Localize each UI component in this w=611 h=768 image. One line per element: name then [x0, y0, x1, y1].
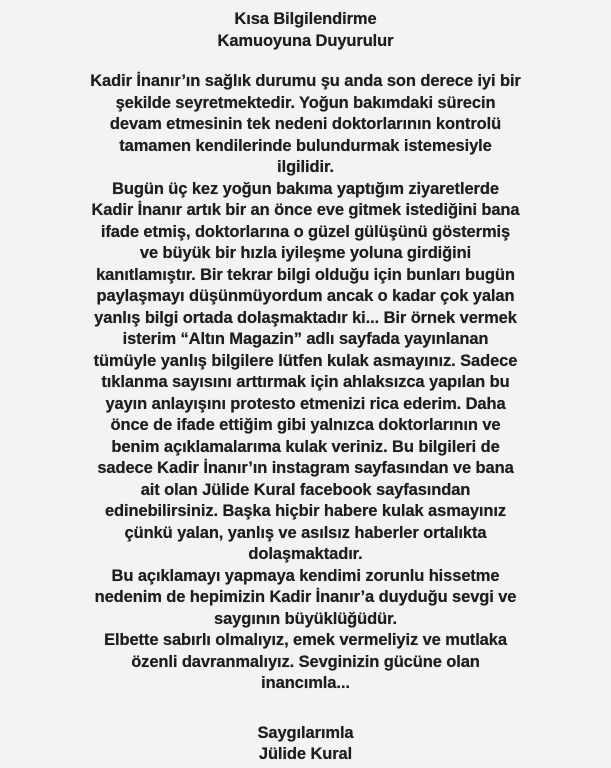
text-line: dolaşmaktadır.	[248, 545, 363, 563]
announcement-signature	[0, 723, 611, 766]
text-line: tıklanma sayısını arttırmak için ahlaksızca yapılan bu	[101, 373, 510, 391]
text-line: nedenim de hepimizin Kadir İnanır’a duyduğu sevgi ve	[94, 588, 517, 606]
text-line: edinebilirsiniz. Başka hiçbir habere kulak asmayınız	[104, 502, 507, 520]
text-line: ait olan Jülide Kural facebook sayfasından	[140, 480, 471, 499]
text-line: Kadir İnanır’ın sağlık durumu şu anda son derece iyi bir	[90, 72, 521, 90]
text-line: paylaşmayı düşünmüyordum ancak o kadar çok yalan	[96, 287, 515, 305]
text-line: ilgilidir.	[277, 158, 334, 176]
text-line: Jülide Kural	[258, 745, 353, 763]
text-line: Elbette sabırlı olmalıyız, emek vermeliyiz ve mutlaka	[104, 631, 507, 649]
text-line: inancımla...	[261, 674, 350, 692]
text-line: isterim “Altın Magazin” adlı sayfada yayınlanan	[122, 330, 489, 348]
text-line: tümüyle yanlış bilgilere lütfen kulak asmayınız. Sadece	[93, 351, 518, 370]
text-line: Bugün üç kez yoğun bakıma yaptığım ziyaretlerde	[112, 179, 499, 198]
text-line: ve büyük bir hızla iyileşme yoluna girdiğini	[139, 244, 472, 262]
text-line: Saygılarımla	[257, 723, 354, 742]
text-line: yayın anlayışını protesto etmenizi rica ederim. Daha	[105, 394, 506, 413]
text-line: şekilde seyretmektedir. Yoğun bakımdaki sürecin	[115, 93, 496, 112]
text-line: tamamen kendilerinde bulundurmak istemesiyle	[119, 136, 492, 155]
text-line: Kadir İnanır artık bir an önce eve gitmek istediğini bana	[91, 201, 520, 219]
text-line: çünkü yalan, yanlış ve asılsız haberler ortalıkta	[124, 523, 487, 542]
announcement-body	[0, 71, 611, 695]
text-line: önce de ifade ettiğim gibi yalnızca doktorlarının ve	[110, 416, 501, 434]
text-line: benim açıklamalarıma kulak veriniz. Bu bilgileri de	[111, 437, 500, 456]
text-line: kanıtlamıştır. Bir tekrar bilgi olduğu için bunları bugün	[96, 265, 515, 284]
text-line: Kısa Bilgilendirme	[234, 10, 377, 28]
text-line: özenli davranmalıyız. Sevginizin gücüne olan	[131, 652, 480, 671]
text-line: sadece Kadir İnanır’ın instagram sayfasından ve bana	[97, 459, 514, 477]
text-line: devam etmesinin tek nedeni doktorlarının kontrolü	[109, 115, 502, 133]
text-line: saygının büyüklüğüdür.	[214, 609, 397, 628]
text-line: yanlış bilgi ortada dolaşmaktadır ki... Bir örnek vermek	[94, 308, 517, 327]
text-line: ifade etmiş, doktorlarına o güzel gülüşünü göstermiş	[100, 222, 511, 241]
announcement-title	[0, 9, 611, 52]
text-line: Bu açıklamayı yapmaya kendimi zorunlu hissetme	[111, 566, 500, 585]
text-line: Kamuoyuna Duyurulur	[217, 31, 394, 50]
